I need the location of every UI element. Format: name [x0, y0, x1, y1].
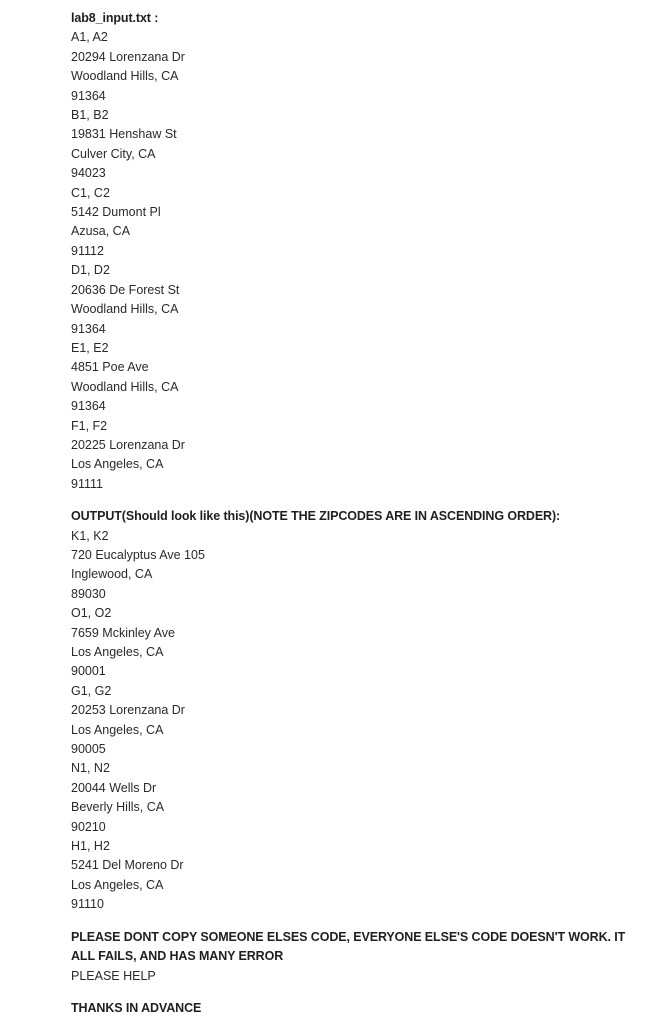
output-title: OUTPUT(Should look like this)(NOTE THE ZIPCODES ARE IN ASCENDING ORDER):: [71, 509, 561, 524]
output-line: Los Angeles, CA: [71, 645, 164, 659]
input-line: 19831 Henshaw St: [71, 127, 177, 142]
input-line: C1, C2: [71, 185, 110, 200]
output-line: Inglewood, CA: [71, 567, 153, 582]
output-line: O1, O2: [71, 606, 112, 621]
input-line: 20294 Lorenzana Dr: [71, 49, 185, 64]
input-line: B1, B2: [71, 108, 109, 123]
input-line: Woodland Hills, CA: [71, 302, 179, 317]
output-line: 20253 Lorenzana Dr: [71, 703, 185, 718]
output-line: 90001: [71, 664, 106, 679]
input-line: 20225 Lorenzana Dr: [71, 437, 185, 452]
input-line: 5142 Dumont Pl: [71, 205, 161, 220]
output-line: 89030: [71, 586, 106, 601]
output-line: 90210: [71, 819, 106, 834]
input-line: Los Angeles, CA: [71, 457, 164, 472]
input-line: 91364: [71, 399, 106, 414]
output-line: Los Angeles, CA: [71, 877, 164, 892]
input-line: E1, E2: [71, 340, 109, 355]
input-line: 91364: [71, 321, 106, 336]
section-gap: [71, 494, 639, 507]
input-line: Woodland Hills, CA: [71, 379, 179, 394]
warning-note: PLEASE DONT COPY SOMEONE ELSES CODE, EVERYONE ELSE'S CODE DOESN'T WORK. IT ALL FAILS, AND HAS MANY ERROR: [71, 929, 626, 964]
input-line: A1, A2: [71, 30, 108, 45]
section-gap: [71, 915, 639, 928]
closing-text: THANKS IN ADVANCE: [71, 1000, 202, 1015]
output-line: Los Angeles, CA: [71, 722, 164, 737]
input-line: 20636 De Forest St: [71, 282, 180, 297]
input-line: Woodland Hills, CA: [71, 69, 179, 84]
input-line: D1, D2: [71, 263, 110, 278]
help-text: PLEASE HELP: [71, 968, 156, 983]
input-line: F1, F2: [71, 418, 108, 433]
section-gap: [71, 986, 639, 999]
output-line: 720 Eucalyptus Ave 105: [71, 547, 205, 562]
output-lines-list: [71, 527, 639, 915]
output-line: G1, G2: [71, 683, 112, 698]
input-line: 91111: [71, 476, 103, 491]
output-line: K1, K2: [71, 528, 109, 543]
input-line: 4851 Poe Ave: [71, 360, 149, 375]
input-line: 94023: [71, 166, 106, 181]
output-line: 5241 Del Moreno Dr: [71, 858, 184, 873]
input-file-title: lab8_input.txt :: [71, 11, 159, 25]
output-line: N1, N2: [71, 761, 110, 776]
output-line: 91110: [71, 897, 104, 912]
input-line: Culver City, CA: [71, 146, 156, 161]
input-line: 91364: [71, 88, 106, 103]
output-line: 7659 Mckinley Ave: [71, 625, 175, 640]
output-line: 90005: [71, 742, 106, 757]
output-line: Beverly Hills, CA: [71, 800, 165, 815]
input-line: Azusa, CA: [71, 224, 131, 239]
output-line: 20044 Wells Dr: [71, 780, 157, 795]
input-line: 91112: [71, 243, 104, 258]
output-line: H1, H2: [71, 839, 110, 854]
input-lines-list: [71, 28, 639, 494]
